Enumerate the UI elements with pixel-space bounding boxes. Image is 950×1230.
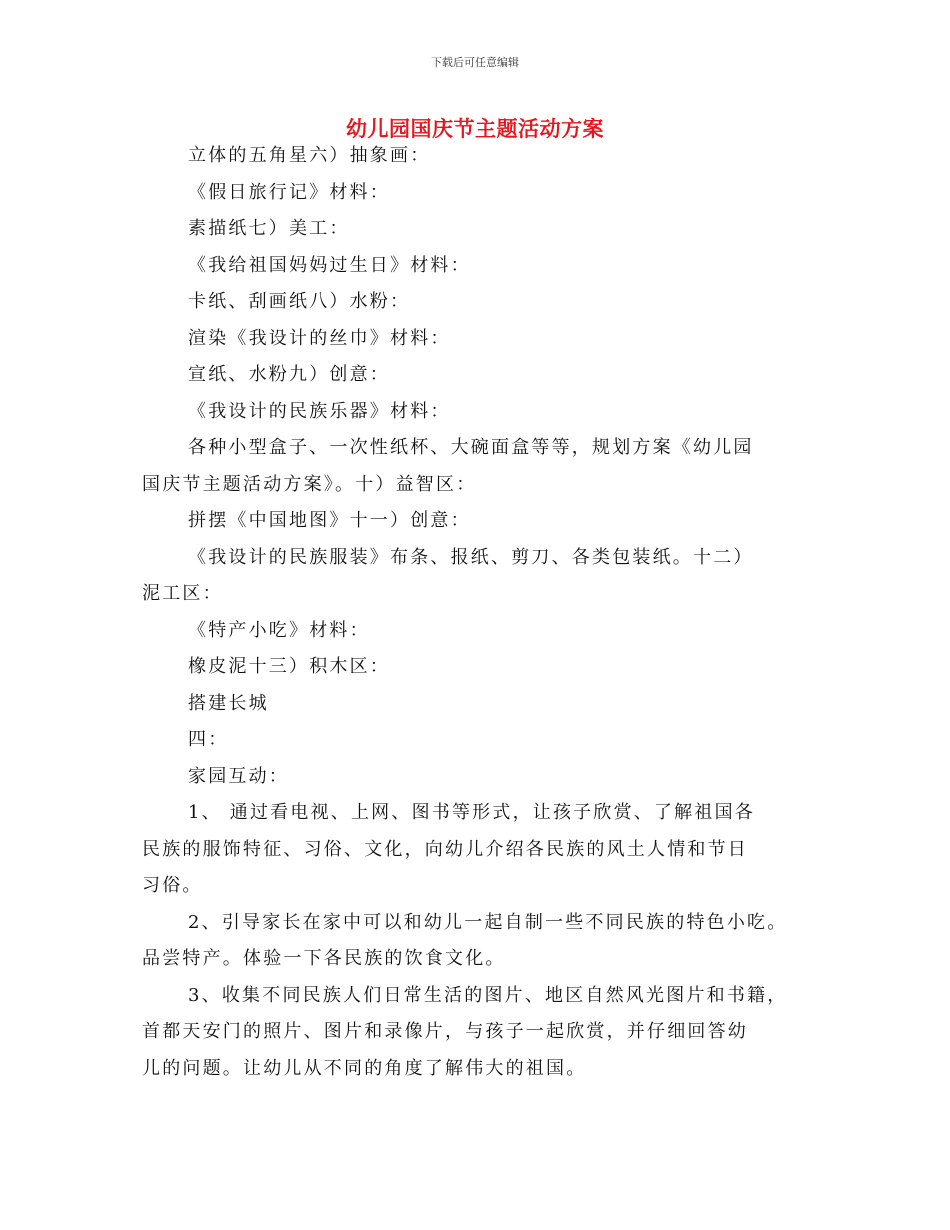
body-line: 品尝特产。体验一下各民族的饮食文化。 (142, 948, 506, 969)
document-body (142, 138, 842, 1087)
body-line: 儿的问题。让幼儿从不同的角度了解伟大的祖国。 (142, 1057, 587, 1079)
body-line: 《我设计的民族乐器》材料： (188, 400, 451, 422)
body-line: 3、收集不同民族人们日常生活的图片、地区自然风光图片和书籍， (188, 984, 788, 1006)
body-line: 渲染《我设计的丝巾》材料： (188, 327, 451, 349)
body-line: 各种小型盒子、一次性纸杯、大碗面盒等等，规划方案《幼儿园 (188, 437, 754, 458)
body-line: 习俗。 (142, 875, 203, 896)
body-line: 卡纸、刮画纸八）水粉： (188, 291, 411, 312)
body-line: 民族的服饰特征、习俗、文化，向幼儿介绍各民族的风土人情和节日 (142, 838, 748, 860)
body-line: 宣纸、水粉九）创意： (188, 364, 390, 385)
body-line: 立体的五角星六）抽象画： (188, 145, 431, 166)
body-line: 橡皮泥十三）积木区： (188, 656, 390, 677)
document-title: 幼儿园国庆节主题活动方案 (346, 116, 604, 141)
body-line: 国庆节主题活动方案》。十）益智区： (142, 473, 477, 495)
body-line: 1、 通过看电视、上网、图书等形式，让孩子欣赏、了解祖国各 (188, 802, 755, 823)
body-line: 泥工区： (142, 583, 223, 604)
body-line: 拼摆《中国地图》十一）创意： (188, 510, 471, 531)
body-line: 素描纸七）美工： (188, 218, 350, 239)
body-line: 搭建长城 (188, 692, 269, 714)
body-line: 家园互动： (188, 765, 289, 787)
body-line: 首都天安门的照片、图片和录像片，与孩子一起欣赏，并仔细回答幼 (142, 1021, 748, 1042)
body-line: 2、引导家长在家中可以和幼儿一起自制一些不同民族的特色小吃。 (188, 911, 788, 933)
page-header-note: 下载后可任意编辑 (431, 56, 519, 69)
body-line: 《我设计的民族服装》布条、报纸、剪刀、各类包装纸。十二） (188, 546, 754, 568)
body-line: 四： (188, 729, 229, 750)
body-line: 《我给祖国妈妈过生日》材料： (188, 254, 471, 276)
body-line: 《假日旅行记》材料： (188, 181, 390, 203)
body-line: 《特产小吃》材料： (188, 619, 370, 641)
